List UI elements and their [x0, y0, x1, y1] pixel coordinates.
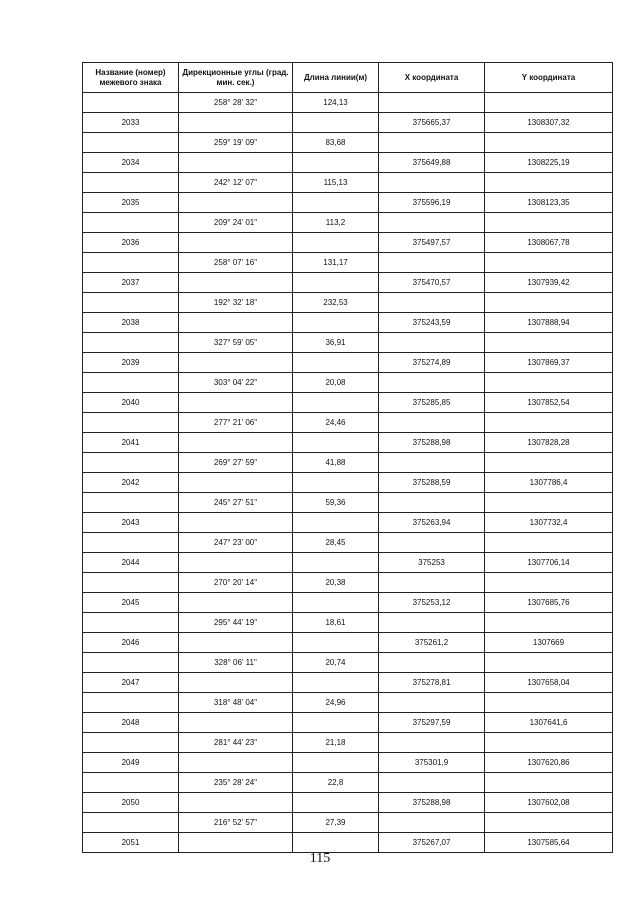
- segment-name-cell: [83, 293, 179, 313]
- point-row: [83, 393, 613, 413]
- segment-row: [83, 413, 613, 433]
- segment-length: 59,36: [293, 493, 379, 513]
- point-y-coordinate: 1307602,08: [485, 793, 613, 813]
- point-angle-cell: [179, 513, 293, 533]
- segment-x-cell: [379, 493, 485, 513]
- segment-y-cell: [485, 573, 613, 593]
- segment-row: [83, 773, 613, 793]
- segment-angle: 318° 48' 04": [179, 693, 293, 713]
- segment-angle: 258° 07' 16": [179, 253, 293, 273]
- point-x-coordinate: 375267,07: [379, 833, 485, 853]
- segment-x-cell: [379, 413, 485, 433]
- point-y-coordinate: 1307852,54: [485, 393, 613, 413]
- segment-x-cell: [379, 813, 485, 833]
- point-x-coordinate: 375288,59: [379, 473, 485, 493]
- point-row: [83, 513, 613, 533]
- point-angle-cell: [179, 273, 293, 293]
- segment-x-cell: [379, 573, 485, 593]
- point-angle-cell: [179, 113, 293, 133]
- segment-length: 131,17: [293, 253, 379, 273]
- point-length-cell: [293, 113, 379, 133]
- point-name: 2033: [83, 113, 179, 133]
- point-angle-cell: [179, 193, 293, 213]
- point-y-coordinate: 1308123,35: [485, 193, 613, 213]
- segment-x-cell: [379, 733, 485, 753]
- point-row: [83, 153, 613, 173]
- segment-name-cell: [83, 213, 179, 233]
- segment-length: 20,74: [293, 653, 379, 673]
- segment-x-cell: [379, 213, 485, 233]
- segment-name-cell: [83, 413, 179, 433]
- segment-name-cell: [83, 253, 179, 273]
- segment-name-cell: [83, 733, 179, 753]
- segment-y-cell: [485, 773, 613, 793]
- point-y-coordinate: 1307641,6: [485, 713, 613, 733]
- segment-length: 41,88: [293, 453, 379, 473]
- point-length-cell: [293, 833, 379, 853]
- point-row: [83, 833, 613, 853]
- segment-x-cell: [379, 293, 485, 313]
- segment-angle: 303° 04' 22": [179, 373, 293, 393]
- point-angle-cell: [179, 233, 293, 253]
- point-x-coordinate: 375665,37: [379, 113, 485, 133]
- segment-row: [83, 293, 613, 313]
- point-row: [83, 193, 613, 213]
- point-row: [83, 553, 613, 573]
- segment-x-cell: [379, 253, 485, 273]
- segment-y-cell: [485, 293, 613, 313]
- point-angle-cell: [179, 593, 293, 613]
- point-x-coordinate: 375278,81: [379, 673, 485, 693]
- point-x-coordinate: 375253: [379, 553, 485, 573]
- point-length-cell: [293, 313, 379, 333]
- point-name: 2049: [83, 753, 179, 773]
- segment-y-cell: [485, 173, 613, 193]
- point-row: [83, 233, 613, 253]
- segment-x-cell: [379, 93, 485, 113]
- segment-angle: 270° 20' 14": [179, 573, 293, 593]
- point-name: 2037: [83, 273, 179, 293]
- segment-angle: 192° 32' 18": [179, 293, 293, 313]
- segment-x-cell: [379, 453, 485, 473]
- point-name: 2041: [83, 433, 179, 453]
- point-y-coordinate: 1307620,86: [485, 753, 613, 773]
- point-row: [83, 633, 613, 653]
- segment-angle: 328° 06' 11": [179, 653, 293, 673]
- segment-length: 28,45: [293, 533, 379, 553]
- segment-row: [83, 453, 613, 473]
- segment-y-cell: [485, 733, 613, 753]
- segment-angle: 281° 44' 23": [179, 733, 293, 753]
- segment-angle: 216° 52' 57": [179, 813, 293, 833]
- point-row: [83, 433, 613, 453]
- point-row: [83, 753, 613, 773]
- segment-angle: 245° 27' 51": [179, 493, 293, 513]
- segment-length: 24,46: [293, 413, 379, 433]
- point-name: 2050: [83, 793, 179, 813]
- header-mark-name: Название (номер) межевого знака: [83, 63, 179, 93]
- point-length-cell: [293, 433, 379, 453]
- page-number: 115: [309, 851, 331, 866]
- point-row: [83, 473, 613, 493]
- point-y-coordinate: 1307685,76: [485, 593, 613, 613]
- segment-row: [83, 813, 613, 833]
- segment-y-cell: [485, 813, 613, 833]
- segment-name-cell: [83, 813, 179, 833]
- segment-length: 27,39: [293, 813, 379, 833]
- segment-y-cell: [485, 253, 613, 273]
- segment-length: 20,08: [293, 373, 379, 393]
- segment-angle: 259° 19' 09": [179, 133, 293, 153]
- segment-angle: 327° 59' 05": [179, 333, 293, 353]
- point-angle-cell: [179, 313, 293, 333]
- segment-name-cell: [83, 573, 179, 593]
- point-x-coordinate: 375253,12: [379, 593, 485, 613]
- point-x-coordinate: 375288,98: [379, 433, 485, 453]
- point-y-coordinate: 1307669: [485, 633, 613, 653]
- segment-row: [83, 733, 613, 753]
- point-length-cell: [293, 513, 379, 533]
- point-length-cell: [293, 553, 379, 573]
- point-length-cell: [293, 593, 379, 613]
- segment-name-cell: [83, 173, 179, 193]
- segment-angle: 242° 12' 07": [179, 173, 293, 193]
- segment-row: [83, 573, 613, 593]
- point-x-coordinate: 375288,98: [379, 793, 485, 813]
- point-name: 2039: [83, 353, 179, 373]
- segment-name-cell: [83, 93, 179, 113]
- point-x-coordinate: 375261,2: [379, 633, 485, 653]
- point-angle-cell: [179, 153, 293, 173]
- segment-angle: 295° 44' 19": [179, 613, 293, 633]
- point-name: 2045: [83, 593, 179, 613]
- segment-row: [83, 93, 613, 113]
- segment-length: 36,91: [293, 333, 379, 353]
- point-name: 2048: [83, 713, 179, 733]
- point-angle-cell: [179, 433, 293, 453]
- segment-x-cell: [379, 613, 485, 633]
- point-y-coordinate: 1307869,37: [485, 353, 613, 373]
- point-length-cell: [293, 673, 379, 693]
- point-y-coordinate: 1307786,4: [485, 473, 613, 493]
- point-length-cell: [293, 233, 379, 253]
- point-name: 2038: [83, 313, 179, 333]
- point-name: 2047: [83, 673, 179, 693]
- segment-angle: 269° 27' 59": [179, 453, 293, 473]
- segment-length: 18,61: [293, 613, 379, 633]
- point-row: [83, 713, 613, 733]
- point-name: 2034: [83, 153, 179, 173]
- segment-angle: 235° 28' 24": [179, 773, 293, 793]
- point-name: 2042: [83, 473, 179, 493]
- segment-row: [83, 253, 613, 273]
- segment-row: [83, 133, 613, 153]
- segment-x-cell: [379, 133, 485, 153]
- segment-row: [83, 653, 613, 673]
- point-y-coordinate: 1308067,78: [485, 233, 613, 253]
- segment-angle: 209° 24' 01": [179, 213, 293, 233]
- segment-y-cell: [485, 413, 613, 433]
- segment-y-cell: [485, 133, 613, 153]
- boundary-marks-table: [82, 62, 613, 853]
- segment-row: [83, 373, 613, 393]
- point-y-coordinate: 1307939,42: [485, 273, 613, 293]
- segment-y-cell: [485, 533, 613, 553]
- segment-name-cell: [83, 533, 179, 553]
- segment-x-cell: [379, 773, 485, 793]
- segment-x-cell: [379, 693, 485, 713]
- point-row: [83, 313, 613, 333]
- segment-row: [83, 173, 613, 193]
- segment-length: 83,68: [293, 133, 379, 153]
- point-row: [83, 273, 613, 293]
- point-length-cell: [293, 393, 379, 413]
- point-length-cell: [293, 273, 379, 293]
- segment-x-cell: [379, 333, 485, 353]
- point-x-coordinate: 375274,89: [379, 353, 485, 373]
- segment-y-cell: [485, 93, 613, 113]
- segment-x-cell: [379, 533, 485, 553]
- point-row: [83, 793, 613, 813]
- point-y-coordinate: 1307585,64: [485, 833, 613, 853]
- segment-x-cell: [379, 373, 485, 393]
- segment-y-cell: [485, 653, 613, 673]
- segment-name-cell: [83, 373, 179, 393]
- point-angle-cell: [179, 673, 293, 693]
- segment-row: [83, 693, 613, 713]
- segment-y-cell: [485, 373, 613, 393]
- segment-name-cell: [83, 613, 179, 633]
- point-name: 2035: [83, 193, 179, 213]
- segment-name-cell: [83, 453, 179, 473]
- point-x-coordinate: 375285,85: [379, 393, 485, 413]
- point-angle-cell: [179, 793, 293, 813]
- point-x-coordinate: 375243,59: [379, 313, 485, 333]
- segment-name-cell: [83, 693, 179, 713]
- segment-name-cell: [83, 333, 179, 353]
- segment-name-cell: [83, 133, 179, 153]
- point-angle-cell: [179, 753, 293, 773]
- table-body: [83, 93, 613, 853]
- point-angle-cell: [179, 633, 293, 653]
- segment-length: 20,38: [293, 573, 379, 593]
- segment-length: 113,2: [293, 213, 379, 233]
- point-row: [83, 353, 613, 373]
- point-y-coordinate: 1307888,94: [485, 313, 613, 333]
- segment-length: 21,18: [293, 733, 379, 753]
- point-angle-cell: [179, 713, 293, 733]
- point-y-coordinate: 1307658,04: [485, 673, 613, 693]
- segment-row: [83, 333, 613, 353]
- point-x-coordinate: 375470,57: [379, 273, 485, 293]
- point-name: 2036: [83, 233, 179, 253]
- point-length-cell: [293, 473, 379, 493]
- point-length-cell: [293, 793, 379, 813]
- segment-row: [83, 213, 613, 233]
- point-name: 2040: [83, 393, 179, 413]
- header-y-coordinate: Y координата: [485, 63, 613, 93]
- point-angle-cell: [179, 833, 293, 853]
- segment-y-cell: [485, 213, 613, 233]
- point-x-coordinate: 375297,59: [379, 713, 485, 733]
- segment-row: [83, 533, 613, 553]
- segment-angle: 247° 23' 00": [179, 533, 293, 553]
- segment-angle: 258° 28' 32": [179, 93, 293, 113]
- segment-length: 232,53: [293, 293, 379, 313]
- point-length-cell: [293, 193, 379, 213]
- point-angle-cell: [179, 553, 293, 573]
- point-y-coordinate: 1307828,28: [485, 433, 613, 453]
- point-name: 2044: [83, 553, 179, 573]
- segment-row: [83, 493, 613, 513]
- point-length-cell: [293, 753, 379, 773]
- segment-length: 24,96: [293, 693, 379, 713]
- point-x-coordinate: 375649,88: [379, 153, 485, 173]
- point-row: [83, 593, 613, 613]
- segment-angle: 277° 21' 06": [179, 413, 293, 433]
- header-direction-angle: Дирекционные углы (град. мин. сек.): [179, 63, 293, 93]
- point-y-coordinate: 1307706,14: [485, 553, 613, 573]
- point-x-coordinate: 375301,9: [379, 753, 485, 773]
- segment-row: [83, 613, 613, 633]
- point-row: [83, 113, 613, 133]
- segment-name-cell: [83, 653, 179, 673]
- segment-y-cell: [485, 693, 613, 713]
- segment-name-cell: [83, 493, 179, 513]
- point-y-coordinate: 1308225,19: [485, 153, 613, 173]
- point-x-coordinate: 375497,57: [379, 233, 485, 253]
- segment-length: 22,8: [293, 773, 379, 793]
- point-length-cell: [293, 153, 379, 173]
- segment-name-cell: [83, 773, 179, 793]
- segment-y-cell: [485, 333, 613, 353]
- table-header-row: [83, 63, 613, 93]
- header-line-length: Длина линии(м): [293, 63, 379, 93]
- point-name: 2051: [83, 833, 179, 853]
- point-length-cell: [293, 353, 379, 373]
- segment-y-cell: [485, 493, 613, 513]
- segment-y-cell: [485, 613, 613, 633]
- segment-length: 115,13: [293, 173, 379, 193]
- point-length-cell: [293, 633, 379, 653]
- point-angle-cell: [179, 473, 293, 493]
- point-name: 2043: [83, 513, 179, 533]
- segment-x-cell: [379, 173, 485, 193]
- point-y-coordinate: 1307732,4: [485, 513, 613, 533]
- segment-x-cell: [379, 653, 485, 673]
- point-x-coordinate: 375263,94: [379, 513, 485, 533]
- header-x-coordinate: X координата: [379, 63, 485, 93]
- point-name: 2046: [83, 633, 179, 653]
- segment-length: 124,13: [293, 93, 379, 113]
- point-angle-cell: [179, 393, 293, 413]
- point-x-coordinate: 375596,19: [379, 193, 485, 213]
- point-length-cell: [293, 713, 379, 733]
- point-angle-cell: [179, 353, 293, 373]
- point-row: [83, 673, 613, 693]
- point-y-coordinate: 1308307,32: [485, 113, 613, 133]
- segment-y-cell: [485, 453, 613, 473]
